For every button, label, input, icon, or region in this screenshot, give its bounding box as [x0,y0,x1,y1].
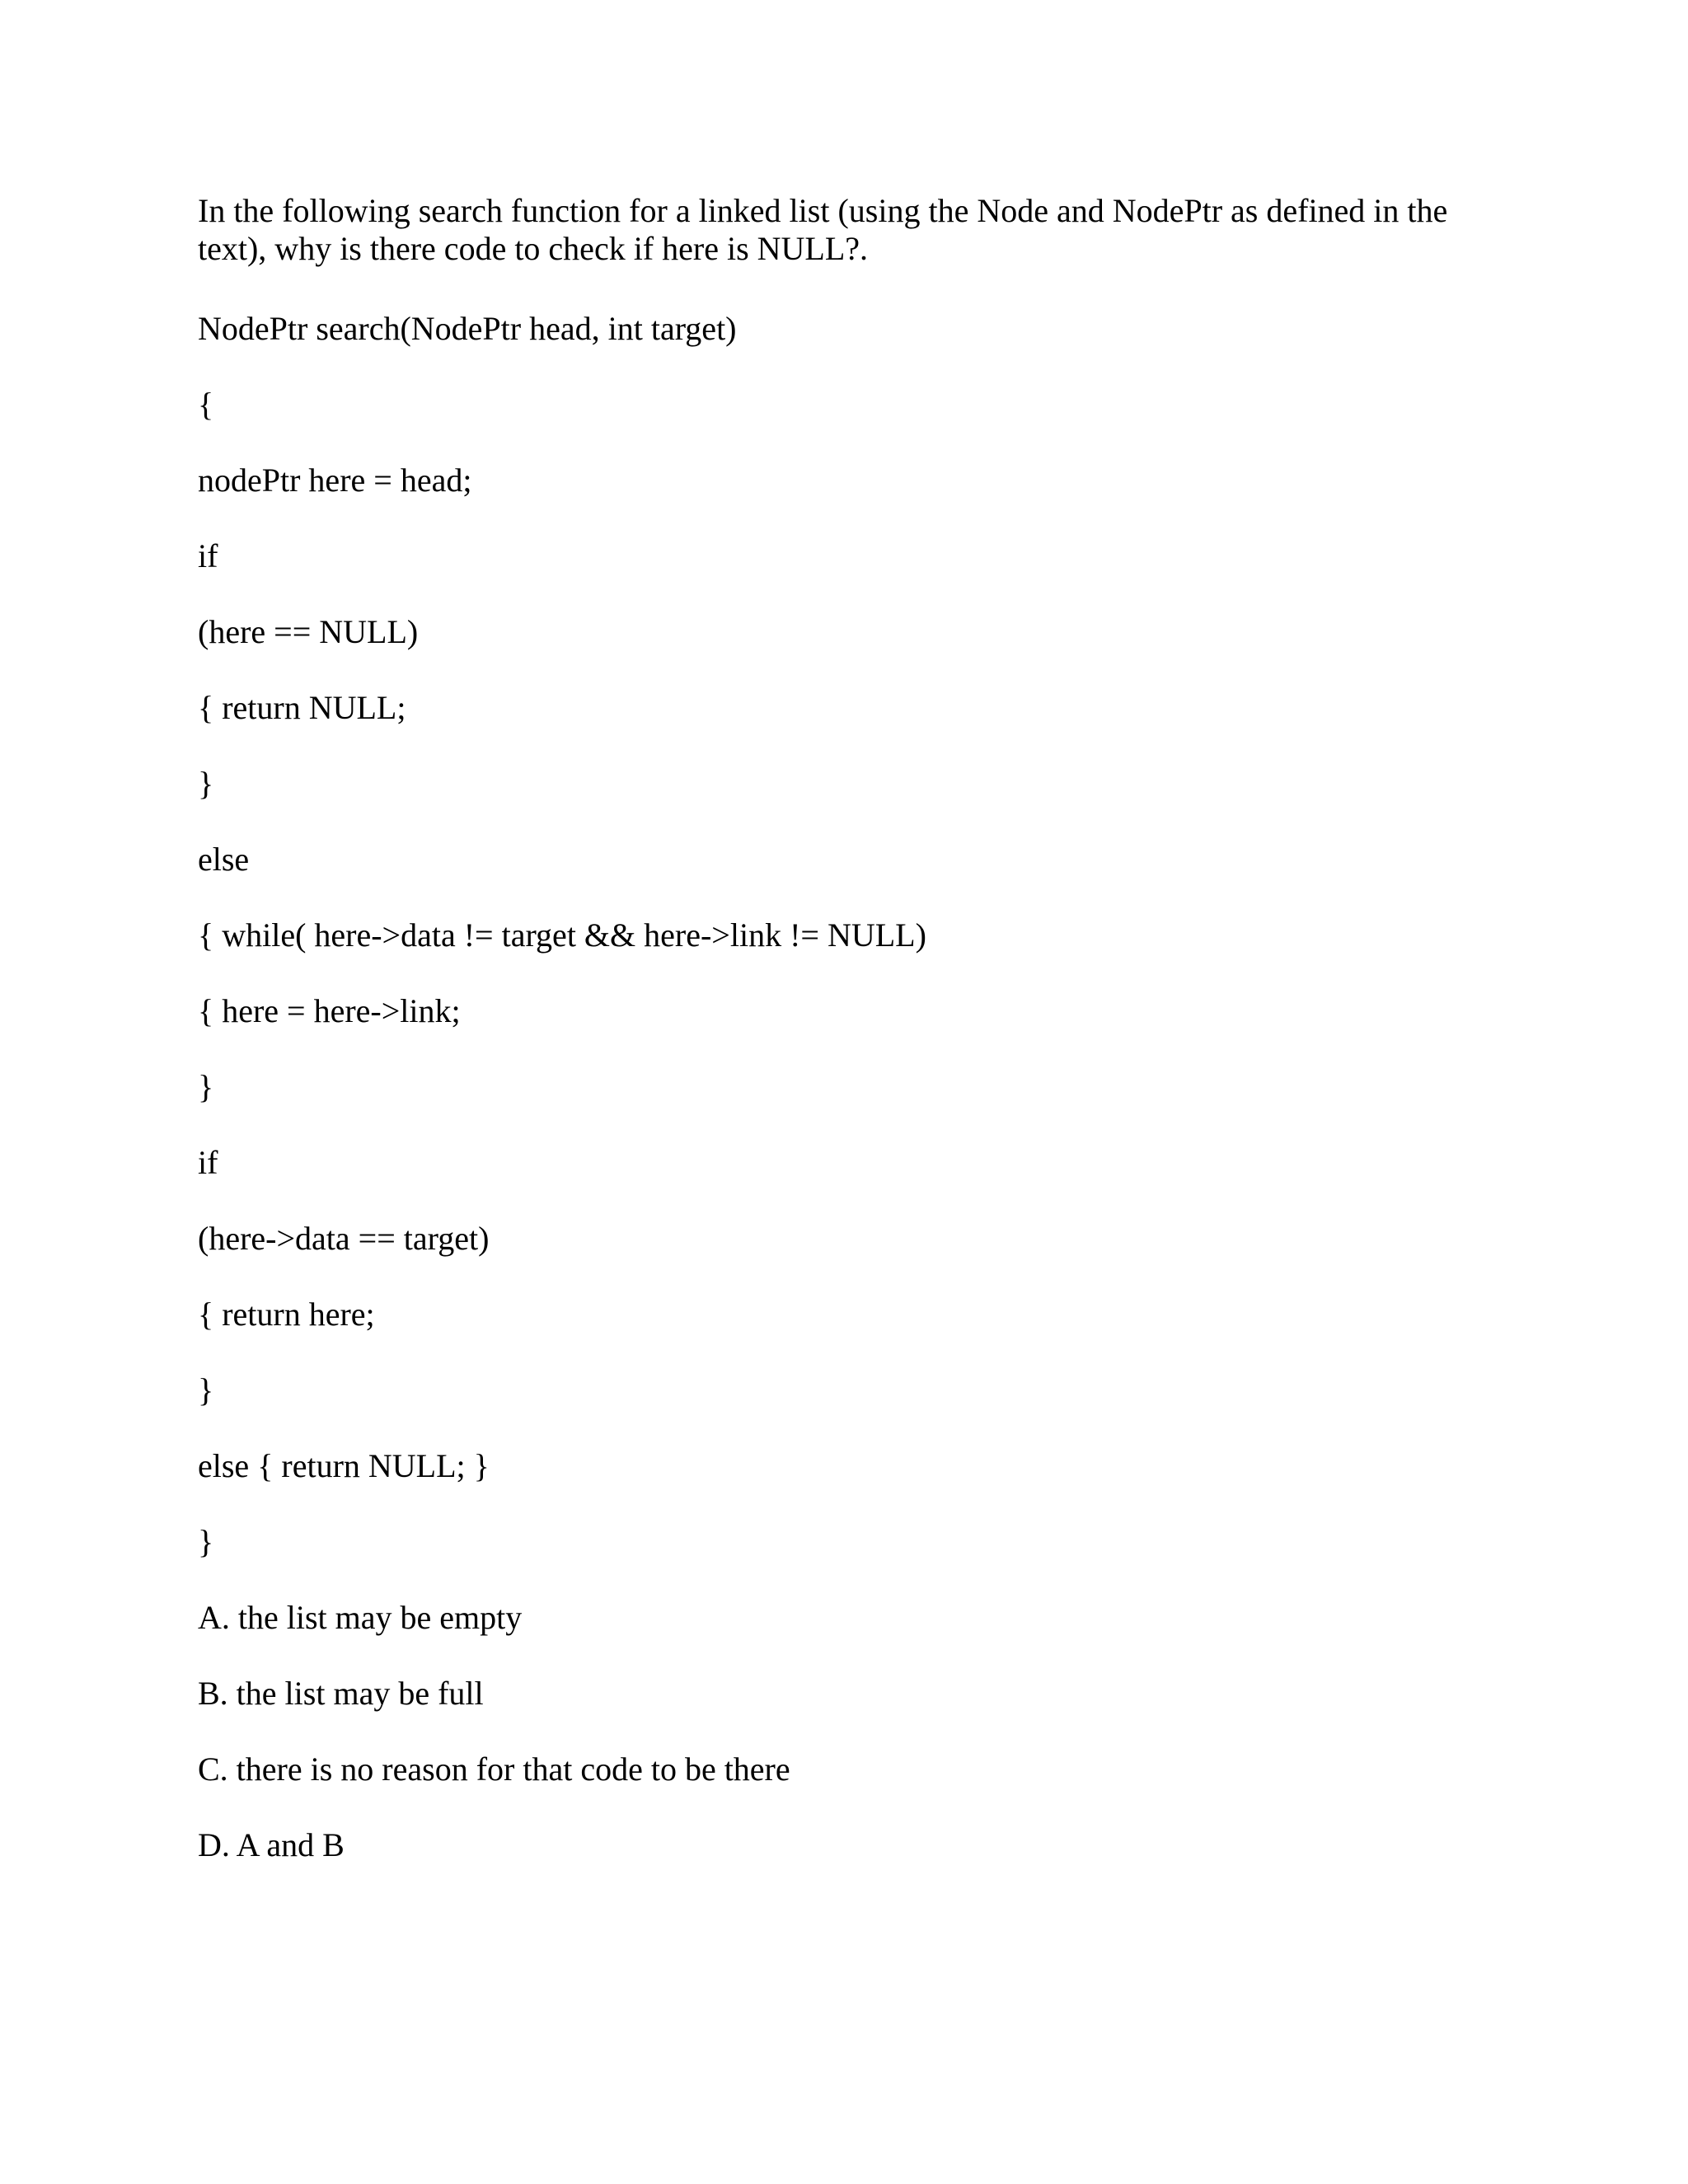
option-b: B. the list may be full [198,1675,484,1712]
code-line: else { return NULL; } [198,1447,490,1484]
question-text: In the following search function for a linked list (using the Node and NodePtr as defined in the text), why is there code to check if here is NULL?. [198,192,1448,267]
code-line: { return here; [198,1296,375,1333]
code-line: { return NULL; [198,689,406,726]
code-line: (here->data == target) [198,1220,490,1257]
code-line: } [198,1523,214,1560]
option-c: C. there is no reason for that code to be there [198,1750,790,1788]
code-line: else [198,841,250,878]
code-line: if [198,1144,218,1181]
code-line: nodePtr here = head; [198,462,472,499]
code-line: if [198,537,218,574]
option-d: D. A and B [198,1826,345,1863]
code-line: } [198,765,214,802]
code-line: { [198,386,214,423]
code-line: { while( here->data != target && here->link != NULL) [198,916,926,954]
code-line: (here == NULL) [198,613,419,650]
option-a: A. the list may be empty [198,1599,523,1636]
code-line: { here = here->link; [198,992,461,1029]
code-line: } [198,1068,214,1105]
code-line: } [198,1371,214,1408]
code-line: NodePtr search(NodePtr head, int target) [198,310,737,347]
